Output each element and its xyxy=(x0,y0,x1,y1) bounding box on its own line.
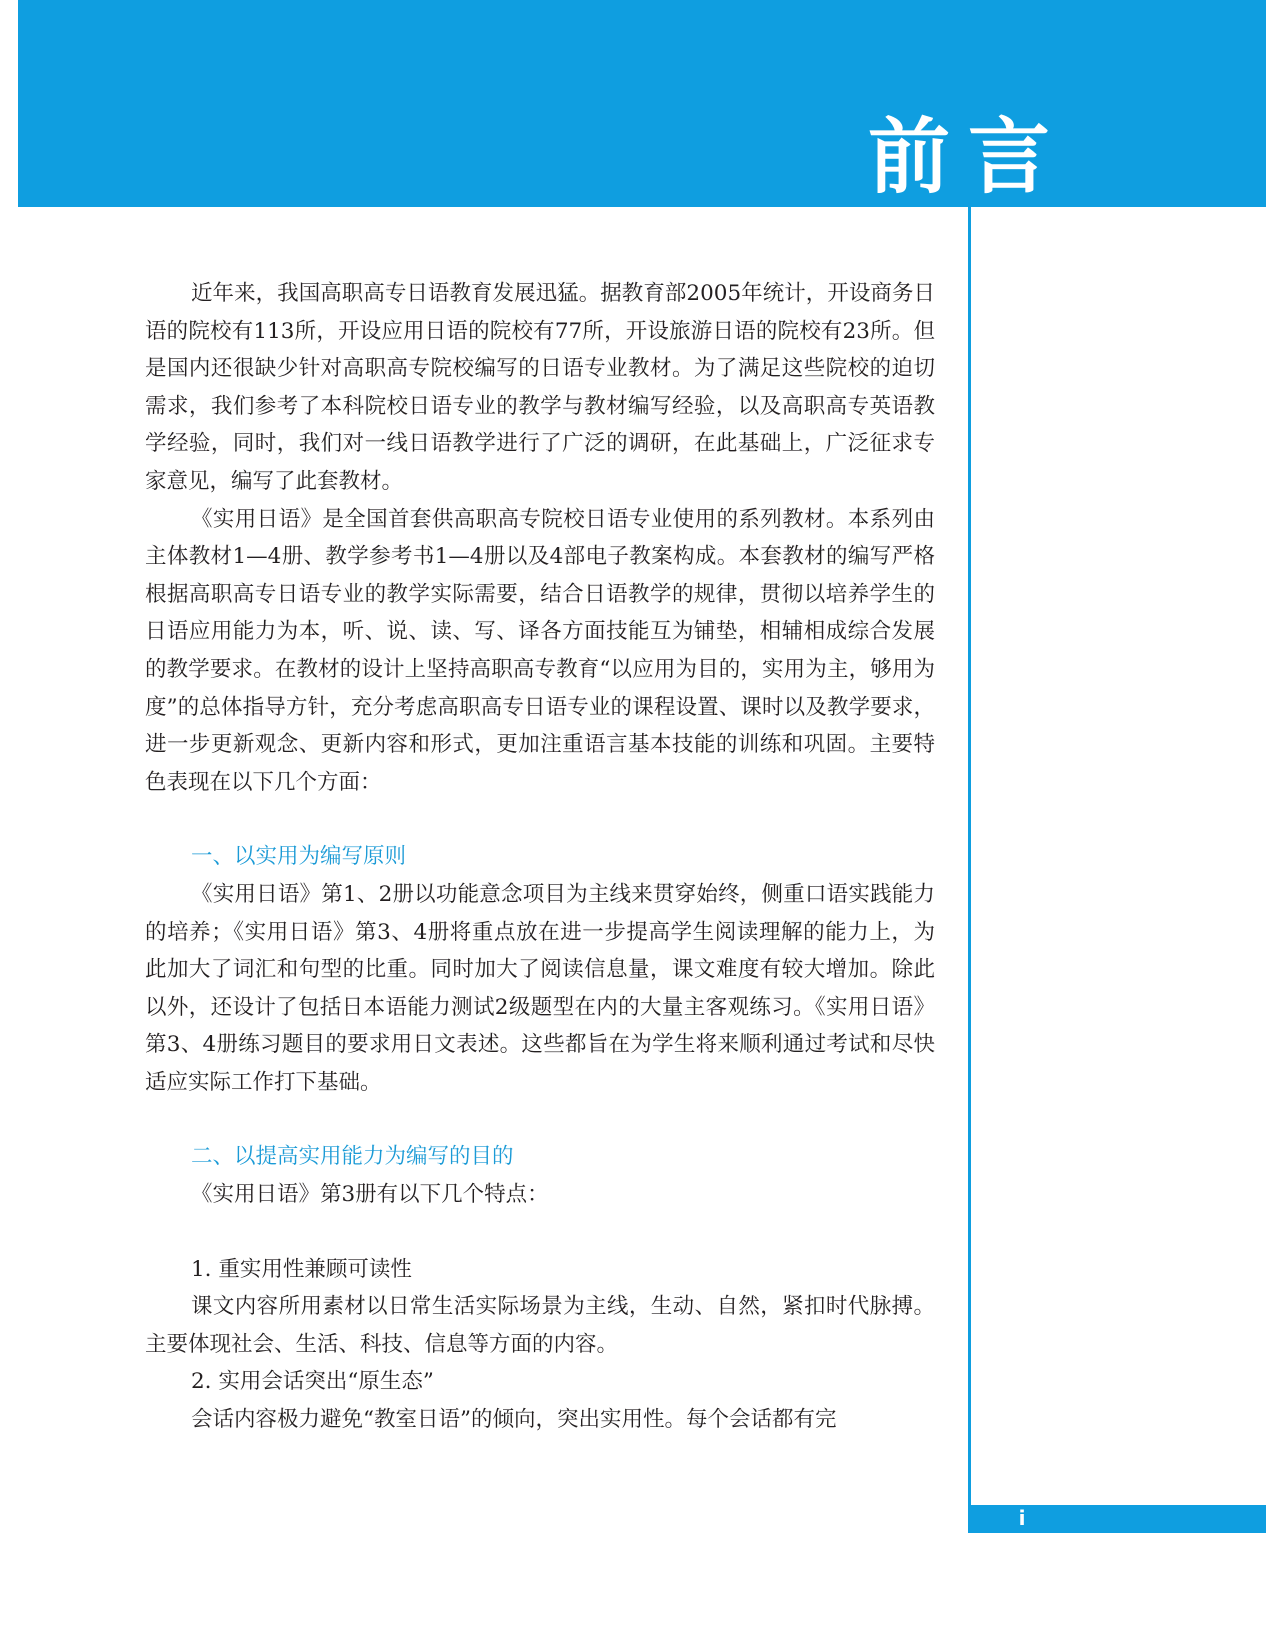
section2-intro: 《实用日语》第3册有以下几个特点： xyxy=(191,1182,549,1208)
feature-1-text: 课文内容所用素材以日常生活实际场景为主线，生动、自然，紧扣时代脉搏。主要体现社会、生活、科技、信息等方面的内容。 xyxy=(145,1294,935,1357)
intro-paragraph-2: 《实用日语》是全国首套供高职高专院校日语专业使用的系列教材。本系列由主体教材1—4册、教学参考书1—4册以及4部电子教案构成。本套教材的编写严格根据高职高专日语专业的教学实际需要，结合日语教学的规律，贯彻以培养学生的日语应用能力为本，听、说、读、写、译各方面技能互为铺垫，相辅相成综合发展的教学要求。在教材的设计上坚持高职高专教育“以应用为目的，实用为主，够用为度”的总体指导方针，充分考虑高职高专日语专业的课程设置、课时以及教学要求，进一步更新观念、更新内容和形式，更加注重语言基本技能的训练和巩固。主要特色表现在以下几个方面： xyxy=(145,506,935,795)
section1-paragraph: 《实用日语》第1、2册以功能意念项目为主线来贯穿始终，侧重口语实践能力的培养；《实用日语》第3、4册将重点放在进一步提高学生阅读理解的能力上，为此加大了词汇和句型的比重。同时加大了阅读信息量，课文难度有较大增加。除此以外，还设计了包括日本语能力测试2级题型在内的大量主客观练习。《实用日语》第3、4册练习题目的要求用日文表述。这些都旨在为学生将来顺利通过考试和尽快适应实际工作打下基础。 xyxy=(145,881,935,1095)
feature-2-text: 会话内容极力避免“教室日语”的倾向，突出实用性。每个会话都有完 xyxy=(191,1407,837,1433)
side-rule xyxy=(968,207,971,1507)
body-text xyxy=(145,275,935,1439)
page-title-char-1: 前 xyxy=(868,110,951,205)
section-heading-2: 二、以提高实用能力为编写的目的 xyxy=(191,1144,514,1170)
feature-2-title: 2. 实用会话突出“原生态” xyxy=(191,1369,434,1395)
page-title xyxy=(868,92,1068,212)
header-band xyxy=(18,0,1266,207)
page-number: i xyxy=(1018,1506,1026,1530)
intro-paragraph-1: 近年来，我国高职高专日语教育发展迅猛。据教育部2005年统计，开设商务日语的院校有113所，开设应用日语的院校有77所，开设旅游日语的院校有23所。但是国内还很缺少针对高职高专院校编写的日语专业教材。为了满足这些院校的迫切需求，我们参考了本科院校日语专业的教学与教材编写经验，以及高职高专英语教学经验，同时，我们对一线日语教学进行了广泛的调研，在此基础上，广泛征求专家意见，编写了此套教材。 xyxy=(145,281,935,494)
page-title-char-2: 言 xyxy=(968,110,1051,205)
feature-1-title: 1. 重实用性兼顾可读性 xyxy=(191,1256,412,1282)
section-heading-1: 一、以实用为编写原则 xyxy=(191,844,407,870)
